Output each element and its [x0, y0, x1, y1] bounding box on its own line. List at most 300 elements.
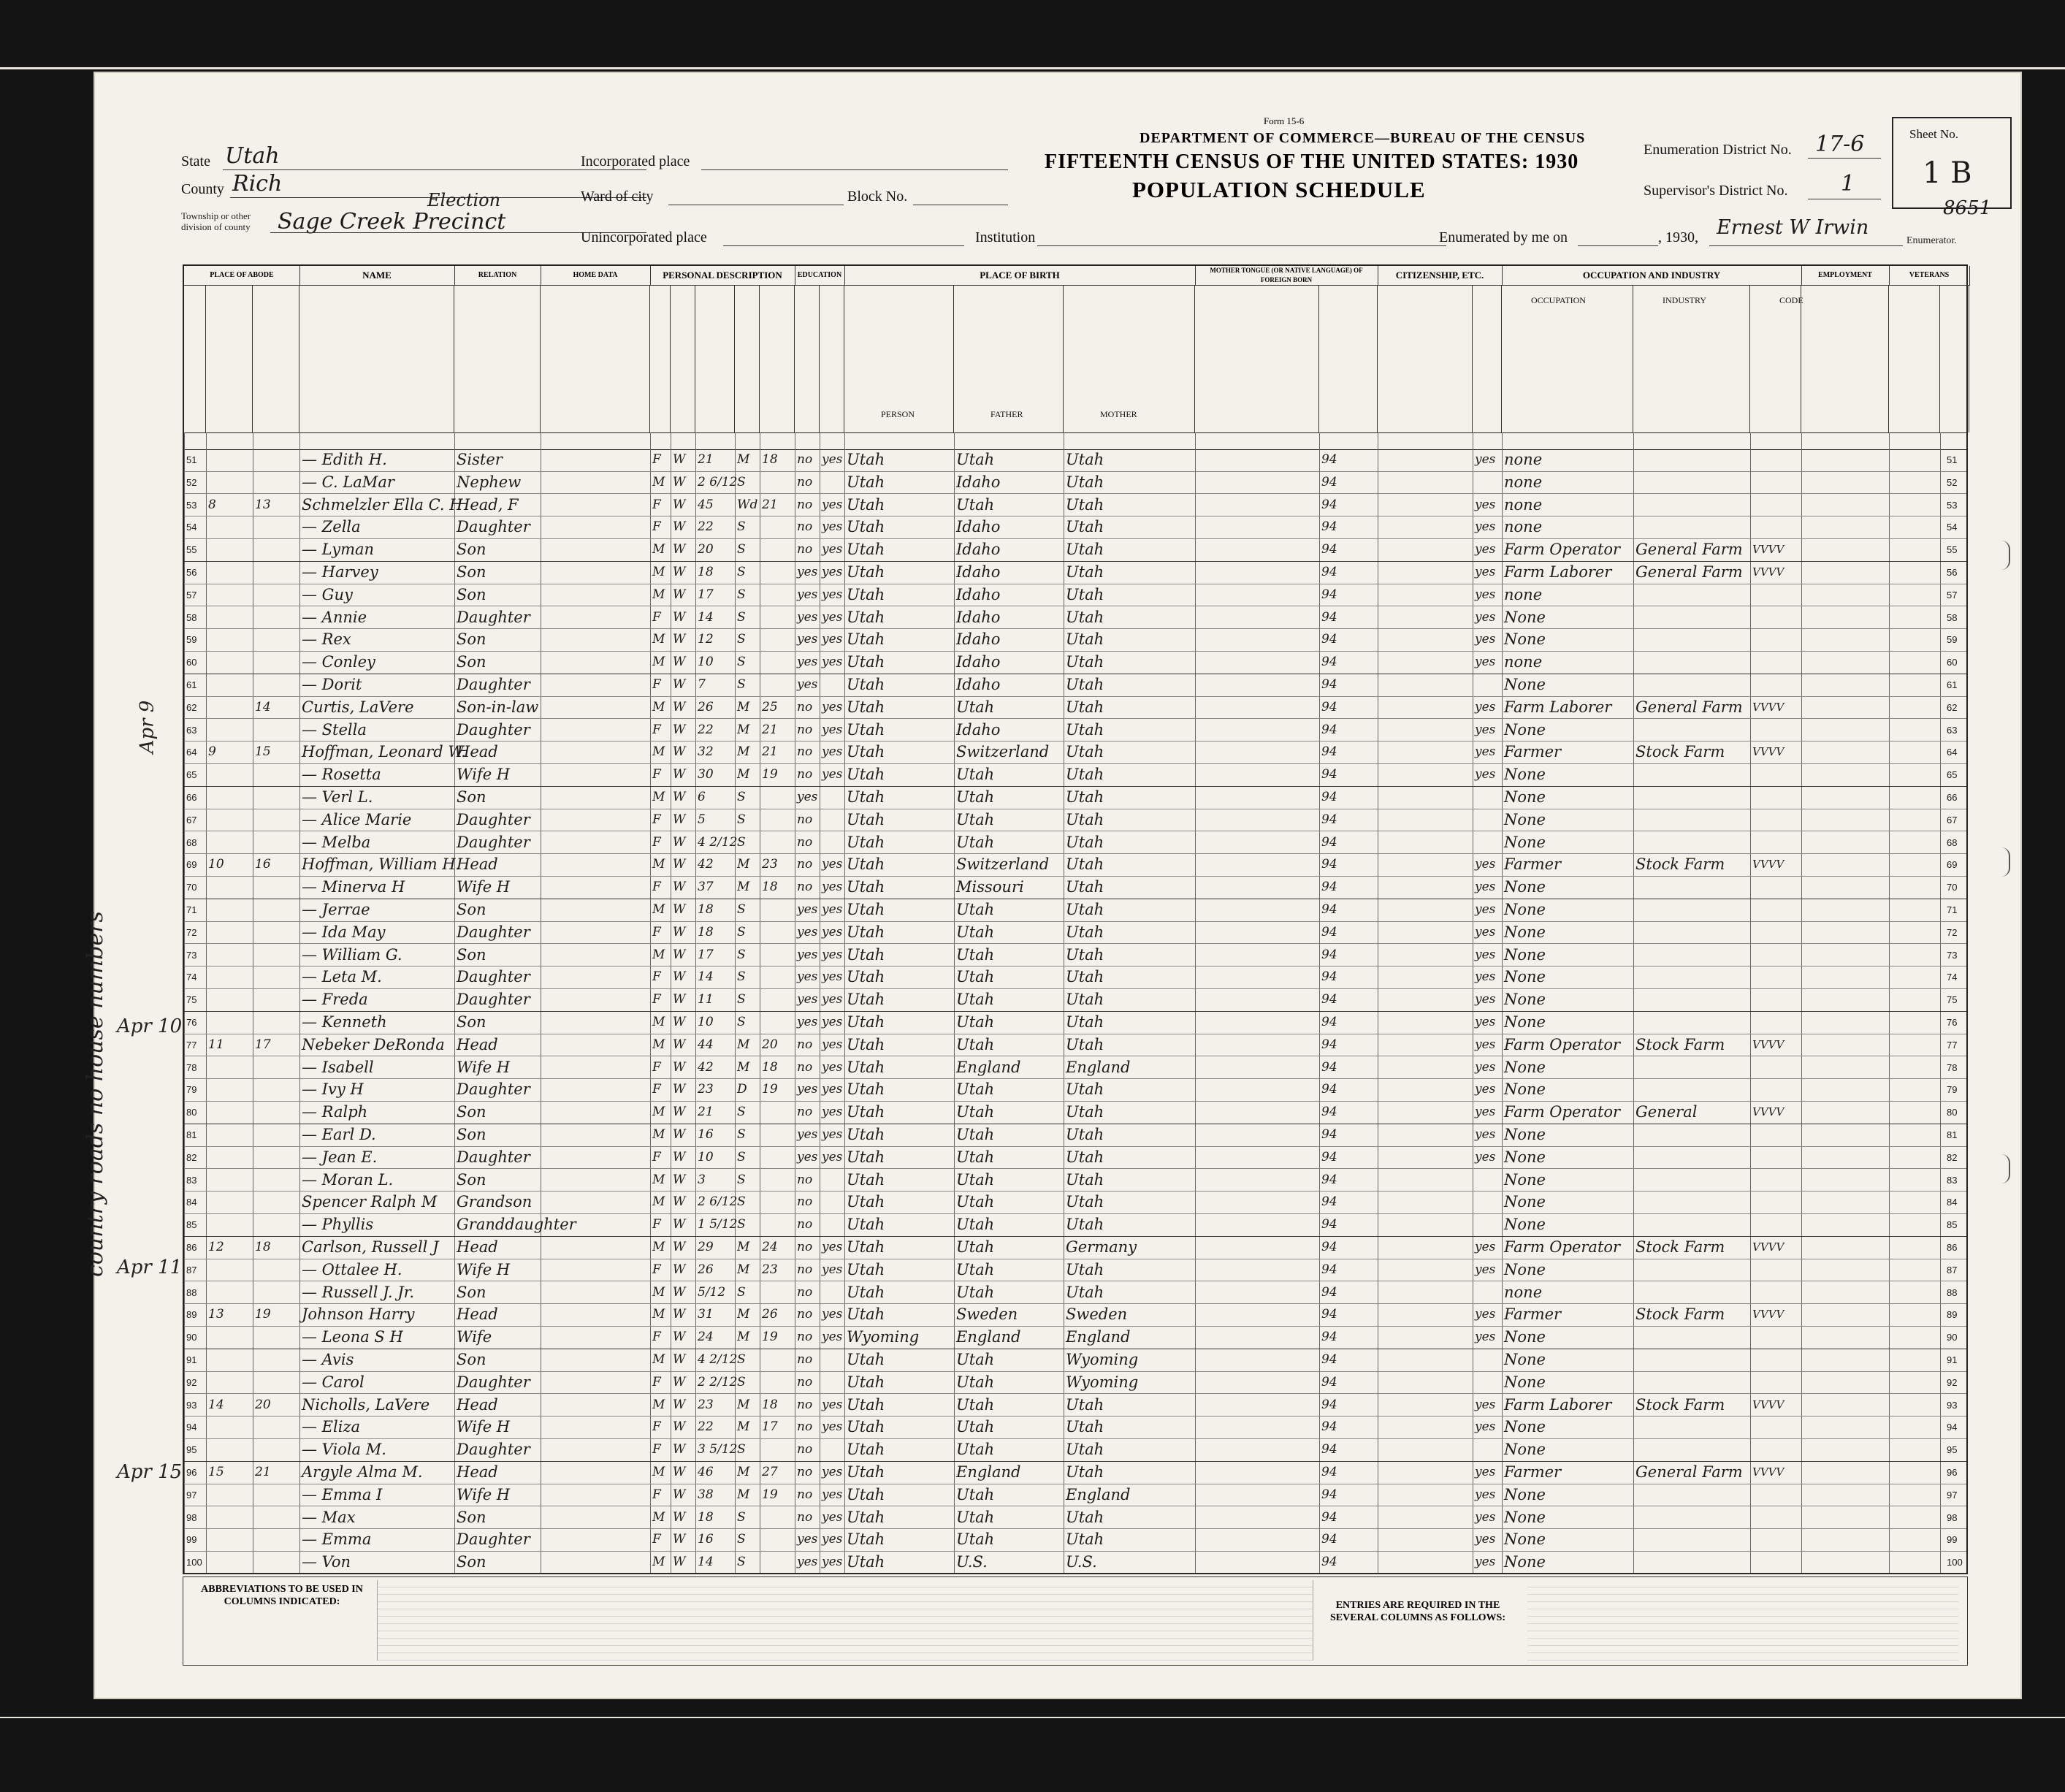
- cell-fam: [255, 786, 299, 809]
- cell-ind: [1635, 1191, 1749, 1213]
- cell-mbp: Utah: [1066, 1126, 1104, 1143]
- cell-fam: [255, 921, 299, 944]
- cell-bp: Utah: [847, 451, 885, 468]
- cell-mbp: Germany: [1066, 1238, 1137, 1256]
- column-group-header: RELATION: [454, 266, 541, 286]
- cell-rel: Son: [457, 1351, 486, 1368]
- cell-occode: [1752, 876, 1801, 899]
- cell-sch: no: [797, 1307, 813, 1322]
- cell-fbp: Utah: [956, 1351, 995, 1368]
- binder-mark: [2001, 1154, 2010, 1183]
- cell-age: 14: [698, 609, 714, 625]
- cell-occ: None: [1504, 788, 1546, 806]
- cell-rel: Daughter: [457, 518, 530, 536]
- cell-age: 32: [698, 744, 714, 760]
- cell-mbp: Utah: [1066, 945, 1104, 964]
- cell-mar: S: [737, 1555, 746, 1570]
- state-value: Utah: [225, 143, 280, 169]
- cell-occode: [1752, 449, 1801, 471]
- cell-n: 57: [186, 589, 197, 600]
- cell-mbp: Utah: [1066, 901, 1104, 918]
- cell-age: 18: [698, 924, 714, 939]
- cell-race: W: [673, 1194, 686, 1210]
- cell-n: 66: [186, 792, 197, 803]
- cell-line-number-right: 55: [1947, 544, 1958, 556]
- column-header: [795, 285, 820, 432]
- cell-fam: [255, 1326, 299, 1349]
- cell-eng: yes: [1475, 497, 1496, 512]
- cell-sex: M: [652, 474, 665, 489]
- cell-read: yes: [822, 542, 843, 557]
- cell-ind: [1635, 966, 1749, 988]
- cell-name: — Emma I: [302, 1485, 383, 1503]
- cell-fbp: Utah: [956, 1373, 995, 1391]
- column-header: [253, 285, 299, 432]
- cell-code: 94: [1321, 474, 1337, 489]
- cell-fbp: Idaho: [956, 630, 1001, 649]
- cell-dw: [208, 1124, 252, 1146]
- cell-occode: [1752, 516, 1801, 538]
- cell-rel: Head: [457, 855, 498, 874]
- column-header: [454, 285, 541, 432]
- cell-dw: [208, 763, 252, 786]
- cell-eng: yes: [1475, 565, 1496, 579]
- cell-fam: 20: [255, 1397, 271, 1412]
- cell-name: Spencer Ralph M: [302, 1193, 438, 1211]
- column-number-strip: [184, 432, 1966, 450]
- cell-n: 89: [186, 1309, 197, 1321]
- table-row: [184, 674, 1966, 697]
- cell-line-number-right: 96: [1947, 1467, 1958, 1478]
- cell-ind: [1635, 1371, 1749, 1394]
- cell-mbp: Utah: [1066, 766, 1104, 784]
- cell-dw: 11: [208, 1037, 224, 1052]
- cell-dw: [208, 1528, 252, 1551]
- cell-fam: [255, 1484, 299, 1506]
- cell-read: [822, 674, 844, 696]
- cell-ind: [1635, 1416, 1749, 1438]
- cell-occ: None: [1504, 1328, 1546, 1346]
- cell-sch: yes: [797, 587, 818, 602]
- cell-rel: Granddaughter: [457, 1216, 576, 1234]
- cell-code: 94: [1321, 1149, 1337, 1164]
- cell-code: 94: [1321, 452, 1337, 467]
- cell-line-number-right: 75: [1947, 994, 1958, 1006]
- cell-name: — Ralph: [302, 1103, 368, 1121]
- cell-rel: Daughter: [457, 1530, 530, 1549]
- column-group-header: PLACE OF BIRTH: [844, 266, 1196, 286]
- cell-eng: yes: [1475, 587, 1496, 602]
- cell-read: yes: [822, 1465, 843, 1479]
- cell-n: 55: [186, 544, 197, 556]
- cell-mar: M: [737, 857, 750, 872]
- cell-dw: [208, 876, 252, 899]
- column-group-header: EDUCATION: [795, 266, 845, 286]
- cell-mbp: Utah: [1066, 495, 1104, 514]
- cell-fam: 16: [255, 857, 271, 872]
- cell-code: 94: [1321, 1397, 1337, 1412]
- cell-dw: [208, 899, 252, 921]
- cell-line-number-right: 66: [1947, 792, 1958, 803]
- cell-mar: S: [737, 812, 746, 827]
- cell-code: 94: [1321, 1509, 1337, 1525]
- cell-mar: D: [737, 1082, 747, 1097]
- cell-n: 78: [186, 1061, 197, 1073]
- cell-race: W: [673, 947, 686, 962]
- cell-fbp: England: [956, 1463, 1021, 1481]
- cell-sch: no: [797, 1194, 813, 1210]
- cell-bp: Utah: [847, 1553, 885, 1571]
- cell-n: 56: [186, 567, 197, 578]
- cell-race: W: [673, 474, 686, 489]
- cell-eng: yes: [1475, 1037, 1496, 1052]
- cell-ind: [1635, 494, 1749, 516]
- cell-fam: [255, 1551, 299, 1574]
- cell-code: 94: [1321, 947, 1337, 962]
- cell-fam: [255, 651, 299, 674]
- cell-bp: Utah: [847, 788, 885, 806]
- cell-fam: 21: [255, 1465, 271, 1479]
- cell-mar: S: [737, 1015, 746, 1029]
- cell-fam: [255, 1191, 299, 1213]
- cell-mbp: Wyoming: [1066, 1351, 1139, 1368]
- cell-read: yes: [822, 1307, 843, 1322]
- cell-sex: M: [652, 1015, 665, 1029]
- cell-bp: Utah: [847, 1305, 885, 1324]
- cell-ind: Stock Farm: [1635, 1238, 1725, 1256]
- column-header: [671, 285, 695, 432]
- cell-line-number-right: 82: [1947, 1151, 1958, 1163]
- cell-name: — Emma: [302, 1530, 372, 1549]
- cell-sch: yes: [797, 992, 818, 1007]
- cell-eng: yes: [1475, 924, 1496, 939]
- cell-fbp: Utah: [956, 923, 995, 941]
- cell-fbp: Utah: [956, 945, 995, 964]
- year-text: , 1930,: [1658, 229, 1698, 245]
- birth-subheader: MOTHER: [1100, 409, 1137, 419]
- cell-occ: None: [1504, 1530, 1546, 1549]
- cell-fam: 13: [255, 497, 271, 512]
- cell-sch: no: [797, 880, 813, 895]
- cell-mar: M: [737, 1240, 750, 1254]
- cell-rel: Head: [457, 1305, 498, 1324]
- cell-fbp: Utah: [956, 901, 995, 918]
- cell-fam: [255, 1056, 299, 1079]
- cell-dw: 9: [208, 744, 216, 760]
- cell-race: W: [673, 992, 686, 1007]
- cell-sch: yes: [797, 1127, 818, 1142]
- cell-dw: [208, 606, 252, 629]
- cell-read: yes: [822, 1330, 843, 1345]
- cell-line-number-right: 92: [1947, 1376, 1958, 1388]
- table-row: [184, 584, 1966, 607]
- cell-mar: S: [737, 1284, 746, 1300]
- cell-race: W: [673, 699, 686, 714]
- table-row: [184, 1191, 1966, 1214]
- cell-code: 94: [1321, 609, 1337, 625]
- cell-read: yes: [822, 857, 843, 872]
- cell-occode: [1752, 1371, 1801, 1394]
- cell-race: W: [673, 1397, 686, 1412]
- cell-age: 10: [698, 655, 714, 670]
- cell-age: 18: [698, 565, 714, 579]
- cell-code: 94: [1321, 722, 1337, 737]
- cell-race: W: [673, 1330, 686, 1345]
- cell-race: W: [673, 1037, 686, 1052]
- cell-ind: [1635, 651, 1749, 674]
- cell-code: 94: [1321, 497, 1337, 512]
- cell-sex: M: [652, 1465, 665, 1479]
- table-row: [184, 899, 1966, 922]
- cell-agem: [762, 538, 794, 561]
- cell-bp: Utah: [847, 653, 885, 671]
- cell-mbp: Utah: [1066, 1013, 1104, 1031]
- table-row: [184, 1438, 1966, 1462]
- column-header: [760, 285, 795, 432]
- cell-fam: [255, 538, 299, 561]
- cell-code: 94: [1321, 744, 1337, 760]
- cell-code: 94: [1321, 857, 1337, 872]
- table-row: [184, 1484, 1966, 1507]
- cell-eng: [1475, 674, 1501, 696]
- cell-bp: Wyoming: [847, 1328, 920, 1346]
- cell-rel: Son: [457, 1553, 486, 1571]
- cell-bp: Utah: [847, 720, 885, 739]
- cell-fam: [255, 988, 299, 1011]
- cell-mbp: Utah: [1066, 1283, 1104, 1301]
- cell-code: 94: [1321, 880, 1337, 895]
- cell-dw: [208, 538, 252, 561]
- cell-sch: no: [797, 767, 813, 782]
- cell-eng: yes: [1475, 609, 1496, 625]
- cell-mbp: Utah: [1066, 1080, 1104, 1099]
- table-row: [184, 1371, 1966, 1395]
- cell-agem: [762, 584, 794, 606]
- cell-bp: Utah: [847, 968, 885, 986]
- cell-read: yes: [822, 744, 843, 760]
- cell-sex: M: [652, 857, 665, 872]
- cell-occode: [1752, 786, 1801, 809]
- cell-fbp: Missouri: [956, 878, 1024, 896]
- table-row: [184, 471, 1966, 495]
- cell-n: 63: [186, 724, 197, 736]
- cell-sex: F: [652, 609, 661, 625]
- cell-fam: [255, 831, 299, 854]
- table-row: [184, 944, 1966, 967]
- cell-read: yes: [822, 587, 843, 602]
- cell-code: 94: [1321, 1307, 1337, 1322]
- cell-bp: Utah: [847, 1035, 885, 1053]
- cell-dw: [208, 1101, 252, 1124]
- cell-fam: 18: [255, 1240, 271, 1254]
- cell-mar: M: [737, 699, 750, 714]
- cell-n: 98: [186, 1511, 197, 1523]
- cell-fam: [255, 1371, 299, 1394]
- cell-fam: [255, 449, 299, 471]
- table-row: [184, 494, 1966, 517]
- cell-mar: S: [737, 992, 746, 1007]
- cell-fbp: Utah: [956, 1283, 995, 1301]
- cell-read: yes: [822, 699, 843, 714]
- cell-line-number-right: 98: [1947, 1511, 1958, 1523]
- cell-rel: Wife H: [457, 878, 511, 896]
- cell-race: W: [673, 1262, 686, 1277]
- column-header: [1889, 285, 1940, 432]
- cell-age: 23: [698, 1082, 714, 1097]
- cell-ind: [1635, 921, 1749, 944]
- cell-sex: M: [652, 1127, 665, 1142]
- cell-occ: None: [1504, 676, 1546, 693]
- cell-race: W: [673, 790, 686, 804]
- cell-rel: Daughter: [457, 833, 530, 851]
- cell-read: yes: [822, 1419, 843, 1435]
- cell-bp: Utah: [847, 1395, 885, 1414]
- cell-bp: Utah: [847, 991, 885, 1009]
- cell-sex: M: [652, 542, 665, 557]
- cell-n: 85: [186, 1219, 197, 1231]
- cell-line-number-right: 51: [1947, 454, 1958, 465]
- form-number: Form 15-6: [1264, 115, 1305, 126]
- cell-mbp: Utah: [1066, 855, 1104, 874]
- cell-sch: yes: [797, 969, 818, 985]
- cell-mbp: Utah: [1066, 1193, 1104, 1211]
- cell-mbp: Utah: [1066, 833, 1104, 851]
- cell-name: — Eliza: [302, 1418, 361, 1436]
- cell-code: 94: [1321, 1442, 1337, 1457]
- table-row: [184, 1416, 1966, 1439]
- cell-dw: [208, 988, 252, 1011]
- cell-fbp: Switzerland: [956, 855, 1050, 874]
- table-row: [184, 449, 1966, 472]
- cell-agem: 27: [762, 1465, 778, 1479]
- cell-occ: None: [1504, 608, 1546, 626]
- cell-sex: F: [652, 924, 661, 939]
- cell-bp: Utah: [847, 1373, 885, 1391]
- cell-sex: F: [652, 992, 661, 1007]
- cell-occ: none: [1504, 585, 1543, 603]
- cell-dw: [208, 1371, 252, 1394]
- cell-read: [822, 786, 844, 809]
- cell-ind: [1635, 1528, 1749, 1551]
- cell-sex: F: [652, 1262, 661, 1277]
- cell-bp: Utah: [847, 1238, 885, 1256]
- cell-rel: Son: [457, 1170, 486, 1189]
- cell-occode: [1752, 944, 1801, 966]
- cell-line-number-right: 88: [1947, 1286, 1958, 1298]
- cell-occode: [1752, 899, 1801, 921]
- cell-age: 26: [698, 699, 714, 714]
- cell-line-number-right: 52: [1947, 476, 1958, 488]
- cell-agem: [762, 1169, 794, 1192]
- cell-mbp: Utah: [1066, 1463, 1104, 1481]
- cell-mbp: Utah: [1066, 878, 1104, 896]
- cell-fbp: Utah: [956, 1193, 995, 1211]
- cell-line-number-right: 53: [1947, 499, 1958, 511]
- table-row: [184, 831, 1966, 855]
- cell-race: W: [673, 1374, 686, 1389]
- cell-mar: M: [737, 1397, 750, 1412]
- cell-mar: S: [737, 1105, 746, 1120]
- cell-sch: yes: [797, 1082, 818, 1097]
- cell-agem: [762, 1506, 794, 1529]
- cell-mbp: Utah: [1066, 451, 1104, 468]
- cell-bp: Utah: [847, 833, 885, 851]
- cell-dw: [208, 719, 252, 741]
- cell-mbp: Utah: [1066, 991, 1104, 1009]
- cell-occ: None: [1504, 1508, 1546, 1526]
- cell-sex: M: [652, 947, 665, 962]
- cell-sch: no: [797, 1240, 813, 1254]
- cell-line-number-right: 89: [1947, 1309, 1958, 1321]
- cell-race: W: [673, 1127, 686, 1142]
- cell-mar: M: [737, 1487, 750, 1502]
- cell-code: 94: [1321, 834, 1337, 850]
- cell-occ: Farmer: [1504, 743, 1562, 761]
- cell-fbp: Utah: [956, 1530, 995, 1549]
- table-row: [184, 628, 1966, 652]
- cell-agem: [762, 1191, 794, 1213]
- cell-bp: Utah: [847, 473, 885, 491]
- cell-occ: None: [1504, 1260, 1546, 1278]
- cell-sex: F: [652, 969, 661, 985]
- cell-n: 87: [186, 1264, 197, 1276]
- cell-read: yes: [822, 452, 843, 467]
- cell-read: yes: [822, 1127, 843, 1142]
- cell-fam: 14: [255, 699, 271, 714]
- cell-occode: [1752, 1551, 1801, 1574]
- cell-name: — Viola M.: [302, 1441, 386, 1459]
- cell-mar: S: [737, 790, 746, 804]
- cell-bp: Utah: [847, 878, 885, 896]
- cell-agem: [762, 899, 794, 921]
- cell-occode: [1752, 1078, 1801, 1101]
- cell-sch: yes: [797, 655, 818, 670]
- cell-race: W: [673, 767, 686, 782]
- cell-ind: [1635, 876, 1749, 899]
- cell-ind: [1635, 674, 1749, 696]
- township-label: Township or other division of county: [181, 210, 251, 232]
- cell-race: W: [673, 1149, 686, 1164]
- cell-occode: [1752, 1281, 1801, 1304]
- cell-agem: [762, 786, 794, 809]
- cell-occ: Farm Laborer: [1504, 698, 1612, 716]
- cell-line-number-right: 84: [1947, 1197, 1958, 1208]
- cell-rel: Head: [457, 1035, 498, 1053]
- cell-age: 16: [698, 1127, 714, 1142]
- census-title: FIFTEENTH CENSUS OF THE UNITED STATES: 1930: [1045, 150, 1579, 173]
- cell-occode: [1752, 1506, 1801, 1529]
- cell-age: 22: [698, 722, 714, 737]
- table-row: [184, 696, 1966, 720]
- county-label: County: [181, 181, 224, 197]
- table-row: [184, 921, 1966, 945]
- cell-occode: [1752, 1259, 1801, 1281]
- cell-mbp: Utah: [1066, 1260, 1104, 1278]
- cell-bp: Utah: [847, 855, 885, 874]
- column-group-header: PERSONAL DESCRIPTION: [650, 266, 795, 286]
- cell-ind: [1635, 719, 1749, 741]
- cell-ind: [1635, 628, 1749, 651]
- cell-race: W: [673, 857, 686, 872]
- cell-fbp: Idaho: [956, 676, 1001, 693]
- cell-dw: [208, 628, 252, 651]
- cell-dw: [208, 1056, 252, 1079]
- cell-occode: [1752, 719, 1801, 741]
- cell-n: 92: [186, 1376, 197, 1388]
- cell-sch: no: [797, 1037, 813, 1052]
- cell-line-number-right: 76: [1947, 1017, 1958, 1028]
- table-row: [184, 1394, 1966, 1417]
